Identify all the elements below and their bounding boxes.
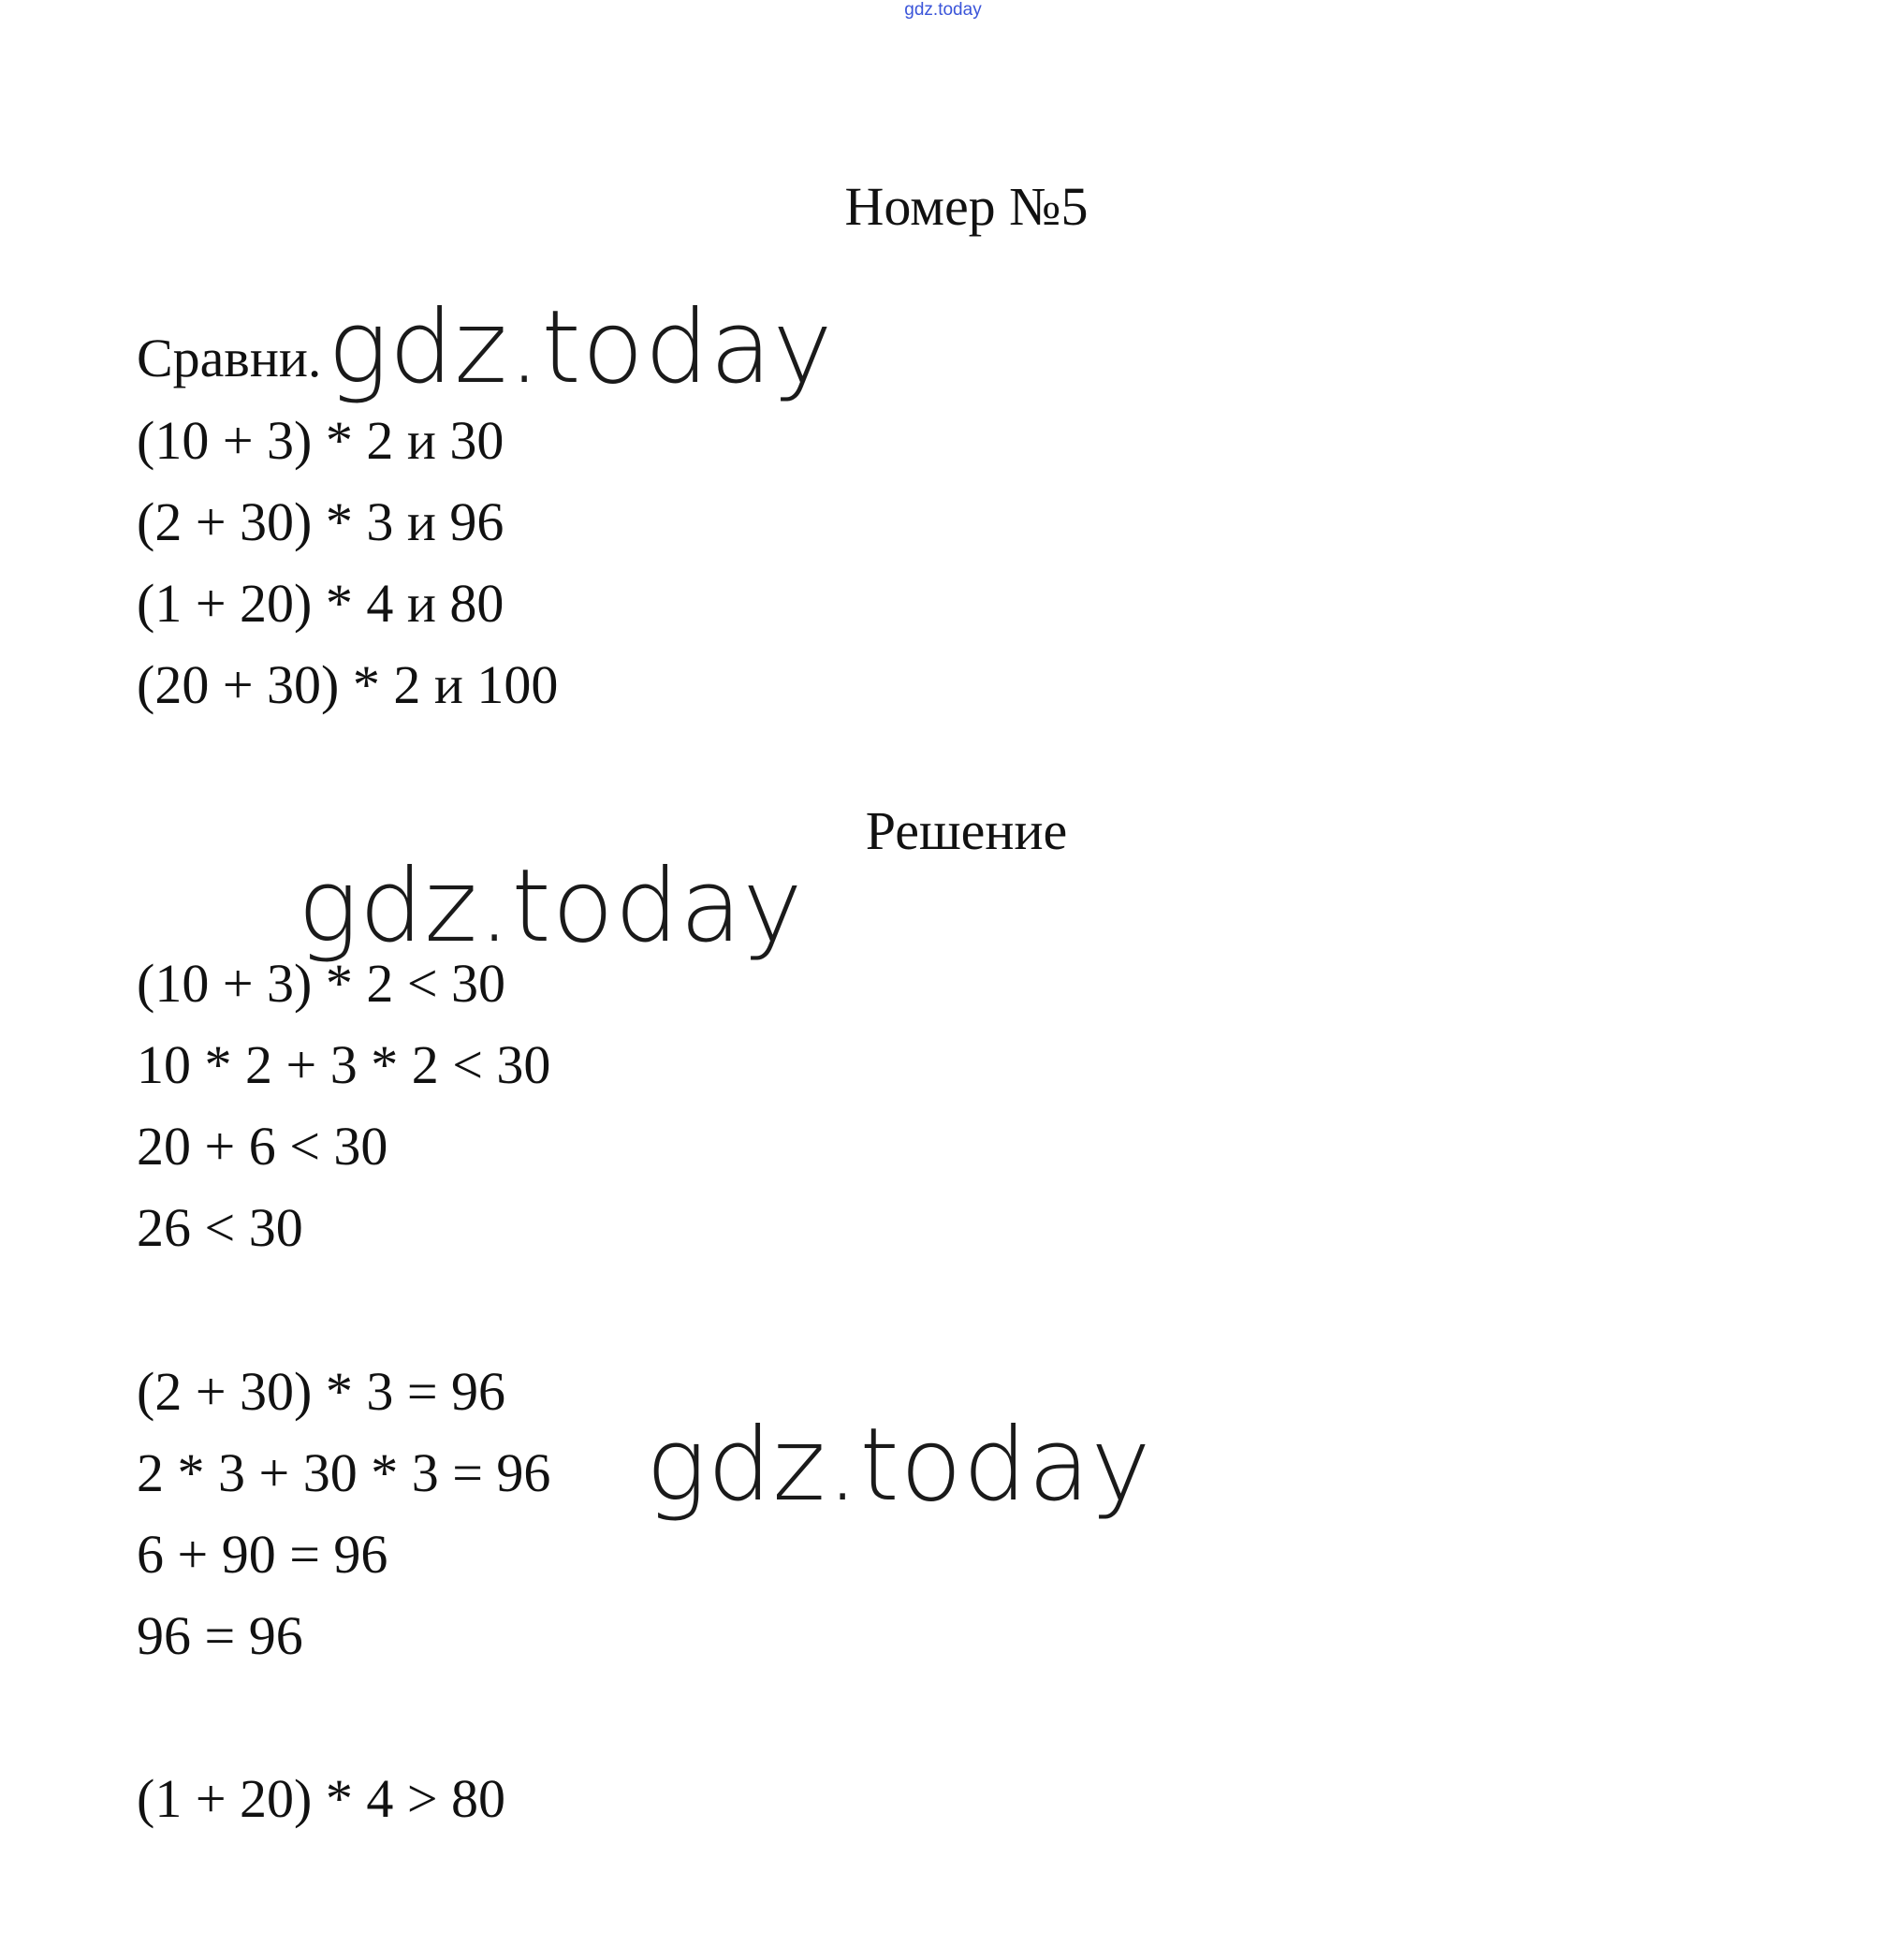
page-title: Номер №5 — [844, 176, 1089, 237]
solution-line: 26 < 30 — [137, 1197, 303, 1258]
solution-line: 20 + 6 < 30 — [137, 1116, 388, 1177]
watermark-text: gdz.today — [328, 289, 834, 406]
solution-heading: Решение — [865, 800, 1068, 861]
task-item: (20 + 30) * 2 и 100 — [137, 654, 559, 715]
watermark-text: gdz.today — [298, 848, 804, 965]
solution-line: (10 + 3) * 2 < 30 — [137, 953, 506, 1014]
header-watermark: gdz.today — [904, 0, 982, 20]
solution-line: 10 * 2 + 3 * 2 < 30 — [137, 1034, 551, 1095]
task-item: (2 + 30) * 3 и 96 — [137, 491, 504, 552]
solution-line: (1 + 20) * 4 > 80 — [137, 1768, 506, 1829]
task-label: Сравни. — [137, 328, 322, 388]
solution-line: (2 + 30) * 3 = 96 — [137, 1361, 506, 1422]
task-item: (1 + 20) * 4 и 80 — [137, 573, 504, 634]
solution-line: 6 + 90 = 96 — [137, 1524, 388, 1585]
task-item: (10 + 3) * 2 и 30 — [137, 410, 504, 471]
solution-line: 96 = 96 — [137, 1605, 303, 1666]
watermark-text: gdz.today — [646, 1407, 1152, 1524]
solution-line: 2 * 3 + 30 * 3 = 96 — [137, 1442, 551, 1503]
